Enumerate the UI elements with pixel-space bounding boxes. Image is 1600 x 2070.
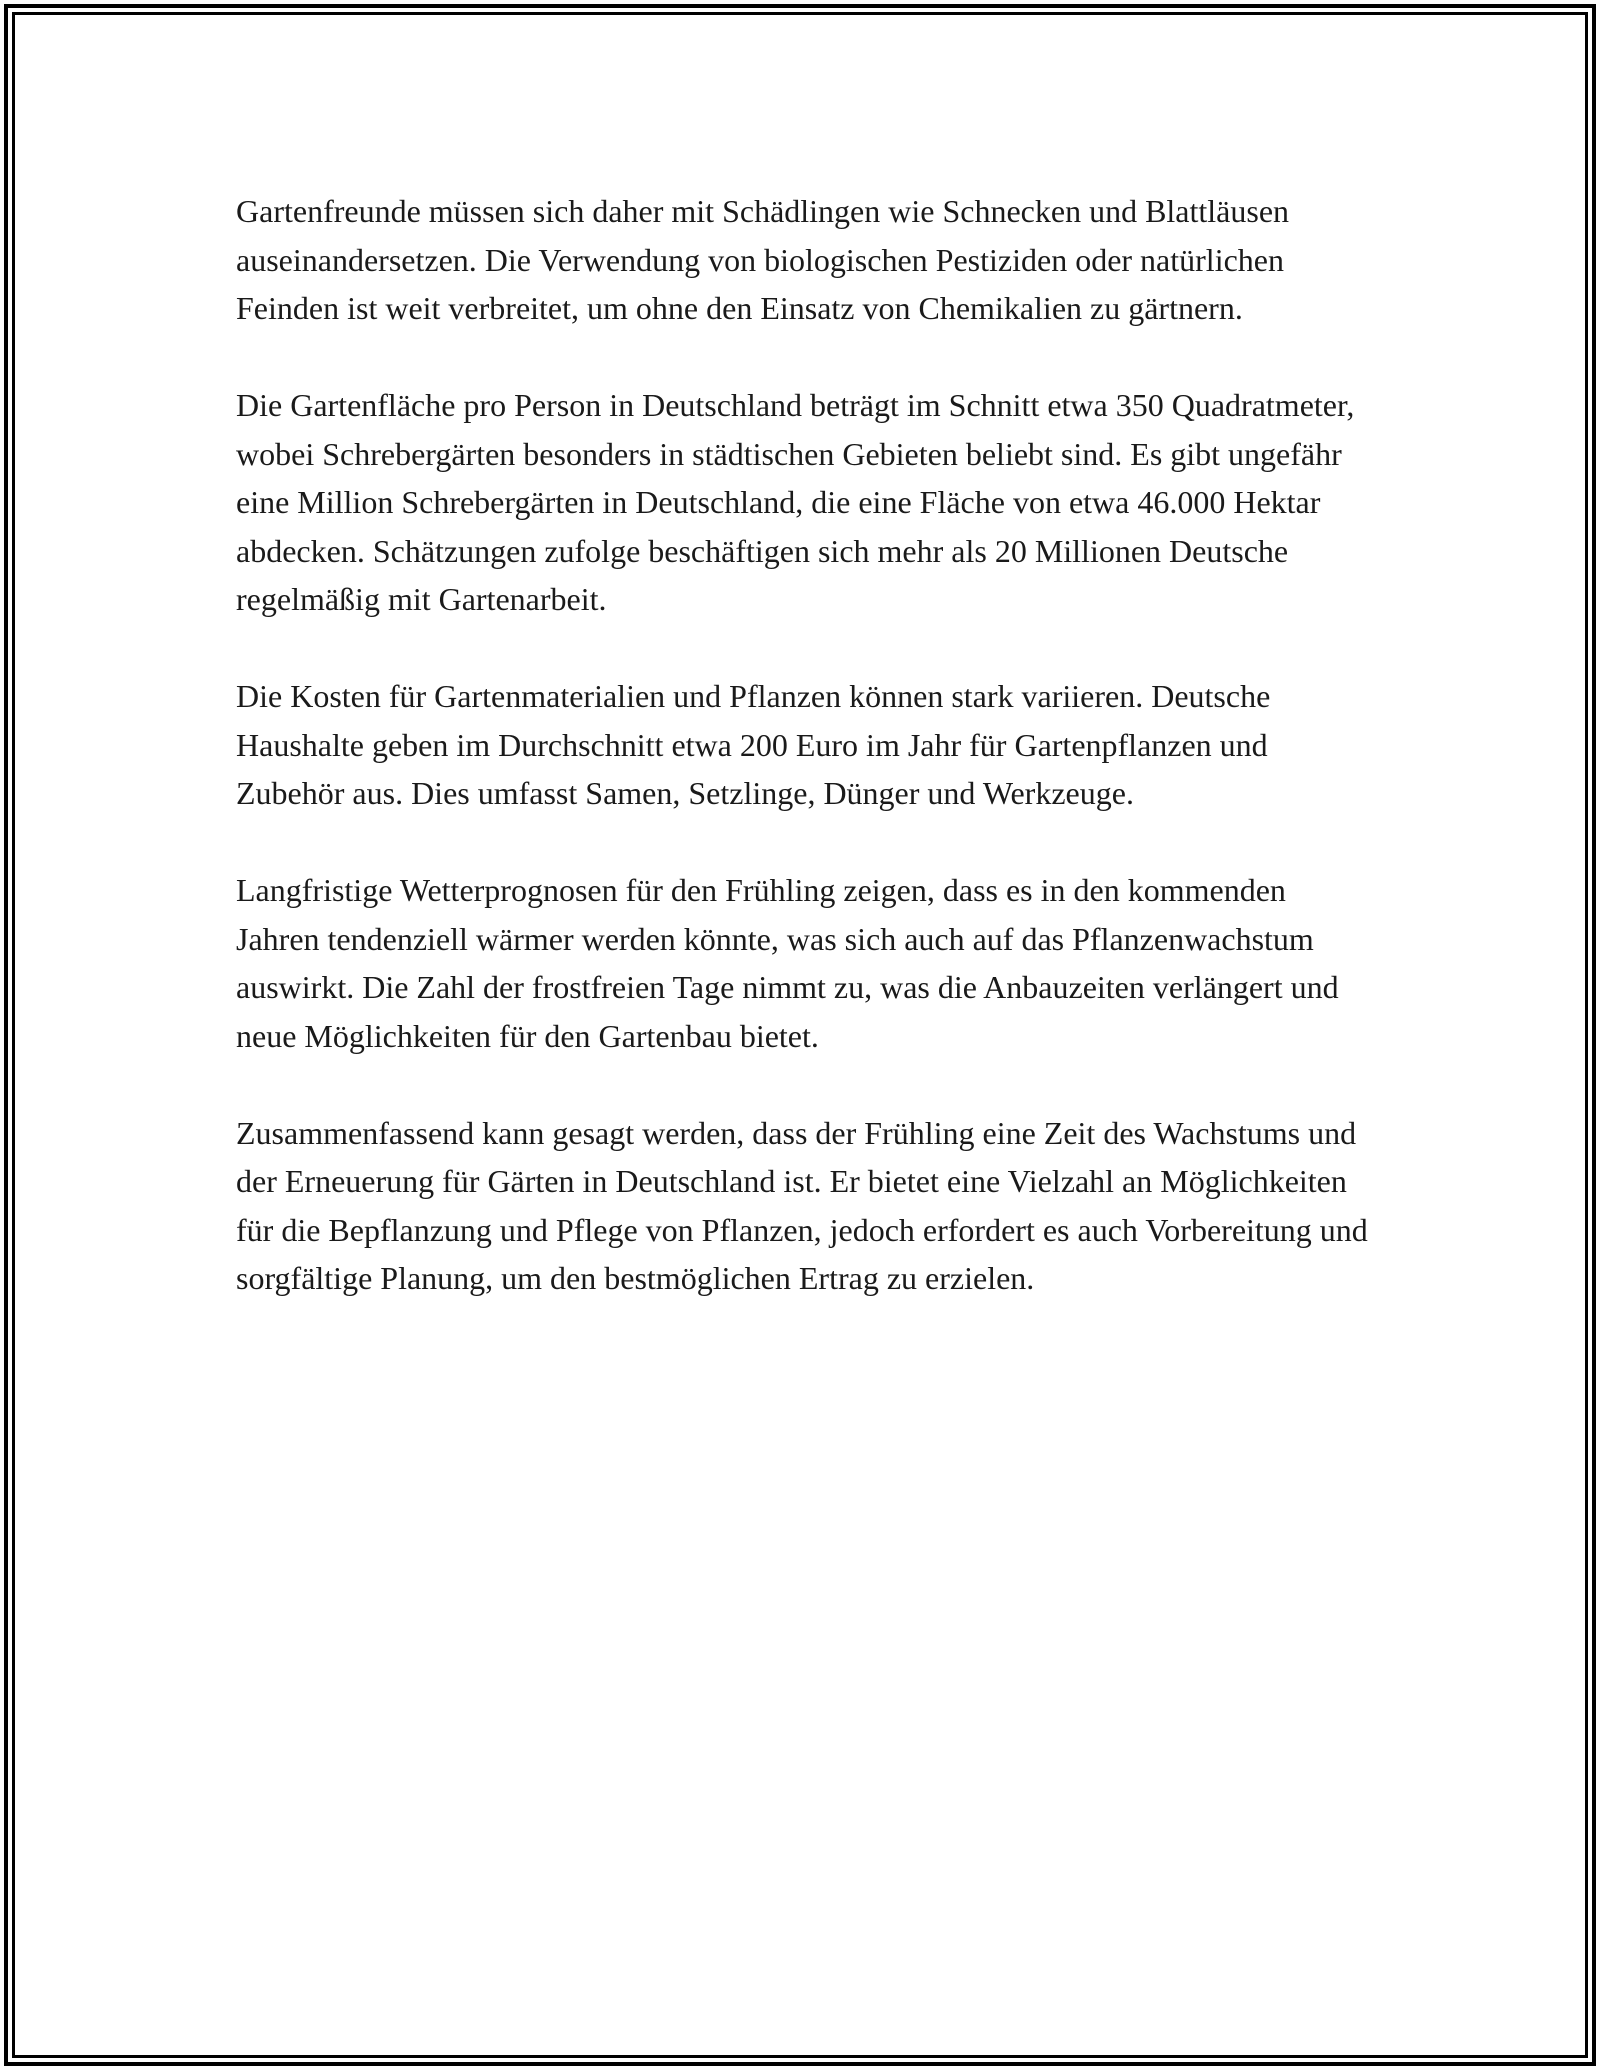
document-body bbox=[236, 187, 1376, 1351]
paragraph-conclusion: Zusammenfassend kann gesagt werden, dass der Frühling eine Zeit des Wachstums und der Erneuerung für Gärten in Deutschland ist. Er bietet eine Vielzahl an Möglichkeiten für die Bepflanzung und Pflege von Pflanzen, jedoch erfordert es auch Vorbereitung und sorgfältige Planung, um den bestmöglichen Ertrag zu erzielen. bbox=[236, 1114, 1368, 1296]
paragraph-garden-area: Die Gartenfläche pro Person in Deutschland beträgt im Schnitt etwa 350 Quadratmeter, wobei Schrebergärten besonders in städtischen Gebieten beliebt sind. Es gibt ungefähr eine Million Schrebergärten in Deutschland, die eine Fläche von etwa 46.000 Hektar abdecken. Schätzungen zufolge beschäftigen sich mehr als 20 Millionen Deutsche regelmäßig mit Gartenarbeit. bbox=[236, 387, 1355, 617]
paragraph-weather-forecast: Langfristige Wetterprognosen für den Frühling zeigen, dass es in den kommenden Jahren tendenziell wärmer werden könnte, was sich auch auf das Pflanzenwachstum auswirkt. Die Zahl der frostfreien Tage nimmt zu, was die Anbauzeiten verlängert und neue Möglichkeiten für den Gartenbau bietet. bbox=[236, 872, 1339, 1054]
paragraph-garden-costs: Die Kosten für Gartenmaterialien und Pflanzen können stark variieren. Deutsche Haushalte geben im Durchschnitt etwa 200 Euro im Jahr für Gartenpflanzen und Zubehör aus. Dies umfasst Samen, Setzlinge, Dünger und Werkzeuge. bbox=[236, 678, 1271, 811]
paragraph-pest-control: Gartenfreunde müssen sich daher mit Schädlingen wie Schnecken und Blattläusen auseinandersetzen. Die Verwendung von biologischen Pestiziden oder natürlichen Feinden ist weit verbreitet, um ohne den Einsatz von Chemikalien zu gärtnern. bbox=[236, 193, 1290, 326]
